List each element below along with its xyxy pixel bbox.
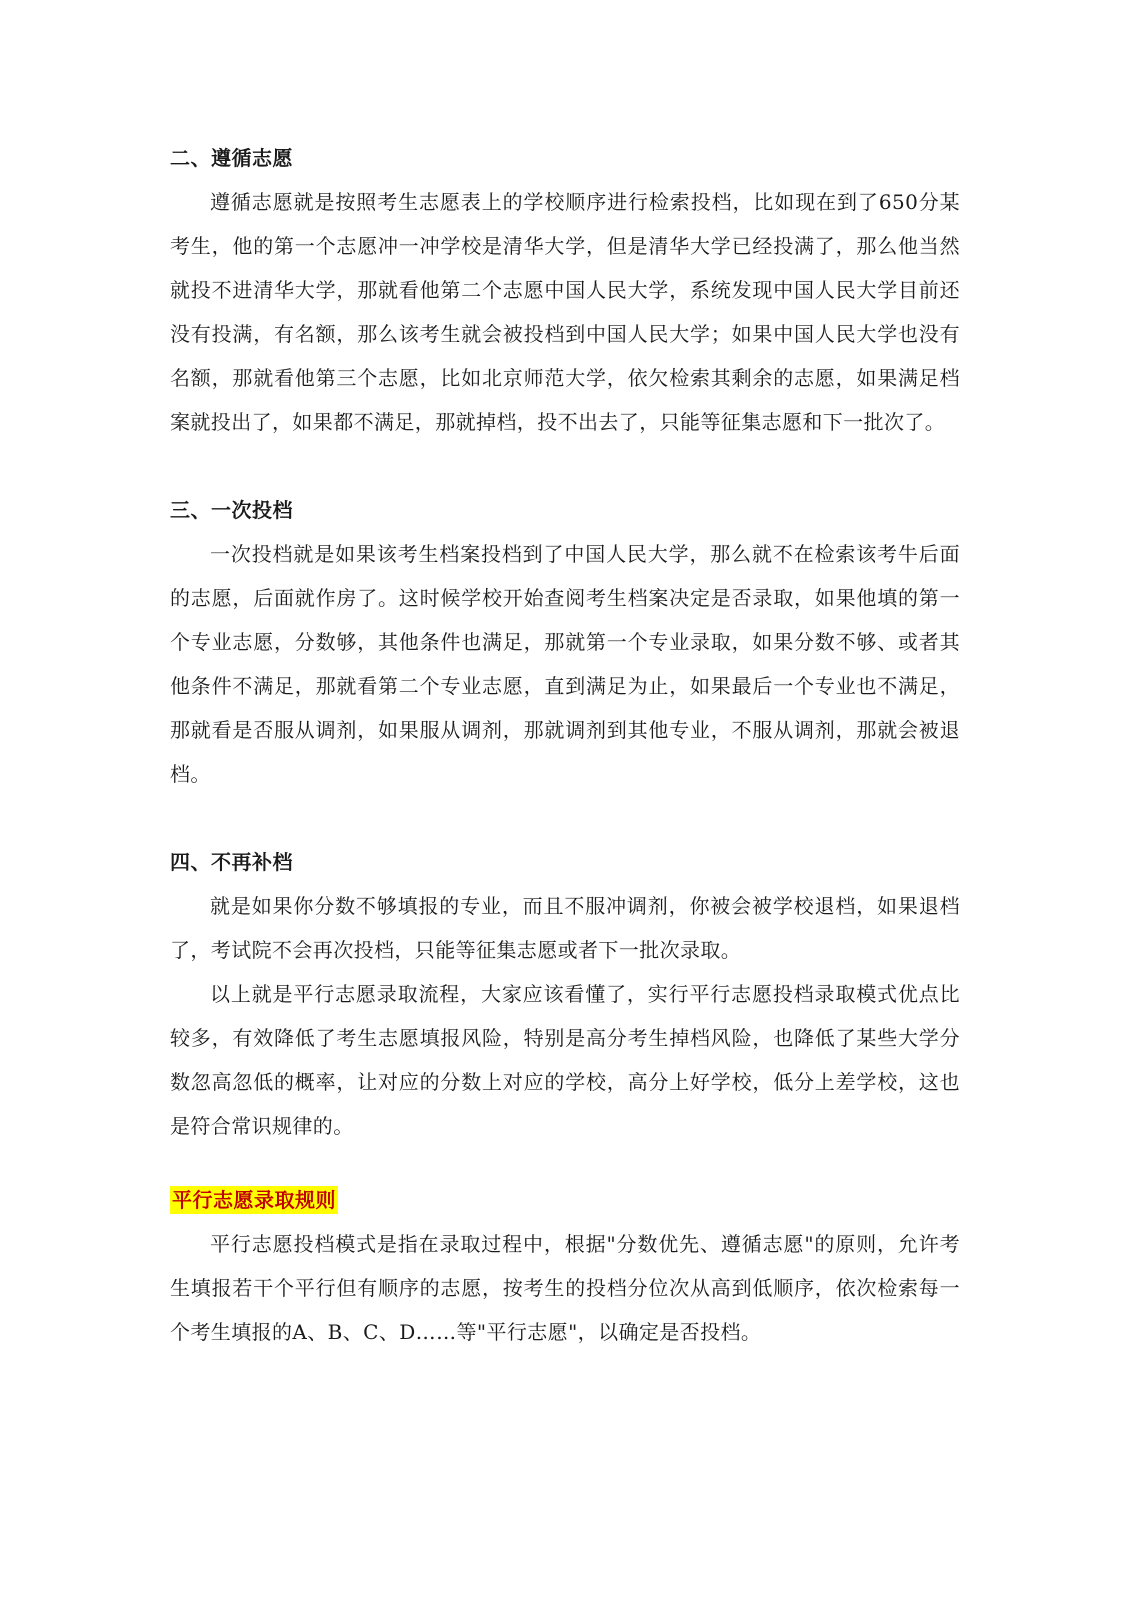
section-paragraph: 平行志愿投档模式是指在录取过程中，根据"分数优先、遵循志愿"的原则，允许考生填报若干个平行但有顺序的志愿，按考生的投档分位次从高到低顺序，依次检索每一个考生填报的A、B、C、D……等"平行志愿"，以确定是否投档。 [170,1232,960,1344]
highlighted-heading [170,1178,960,1222]
section-no-resubmission [170,840,960,1148]
section-paragraph: 就是如果你分数不够填报的专业，而且不服冲调剂，你被会被学校退档，如果退档了，考试院不会再次投档，只能等征集志愿或者下一批次录取。 [170,894,960,962]
highlighted-heading-text: 平行志愿录取规则 [172,1188,336,1212]
section-heading: 四、不再补档 [170,850,293,874]
section-follow-preference [170,136,960,444]
section-paragraph: 以上就是平行志愿录取流程，大家应该看懂了，实行平行志愿投档录取模式优点比较多，有效降低了考生志愿填报风险，特别是高分考生掉档风险，也降低了某些大学分数忽高忽低的概率，让对应的分数上对应的学校，高分上好学校，低分上差学校，这也是符合常识规律的。 [170,982,960,1138]
section-heading: 二、遵循志愿 [170,146,293,170]
section-paragraph: 一次投档就是如果该考生档案投档到了中国人民大学，那么就不在检索该考牛后面的志愿，后面就作房了。这时候学校开始查阅考生档案决定是否录取，如果他填的第一个专业志愿，分数够，其他条件也满足，那就第一个专业录取，如果分数不够、或者其他条件不满足，那就看第二个专业志愿，直到满足为止，如果最后一个专业也不满足，那就看是否服从调剂，如果服从调剂，那就调剂到其他专业，不服从调剂，那就会被退档。 [170,542,960,786]
section-parallel-rules [170,1178,960,1354]
section-paragraph: 遵循志愿就是按照考生志愿表上的学校顺序进行检索投档，比如现在到了650分某考生，他的第一个志愿冲一冲学校是清华大学，但是清华大学已经投满了，那么他当然就投不进清华大学，那就看他第二个志愿中国人民大学，系统发现中国人民大学目前还没有投满，有名额，那么该考生就会被投档到中国人民大学；如果中国人民大学也没有名额，那就看他第三个志愿，比如北京师范大学，依欠检索其剩余的志愿，如果满足档案就投出了，如果都不满足，那就掉档，投不出去了，只能等征集志愿和下一批次了。 [170,190,960,434]
section-heading: 三、一次投档 [170,498,293,522]
section-single-submission [170,488,960,796]
document-content [170,136,960,1354]
